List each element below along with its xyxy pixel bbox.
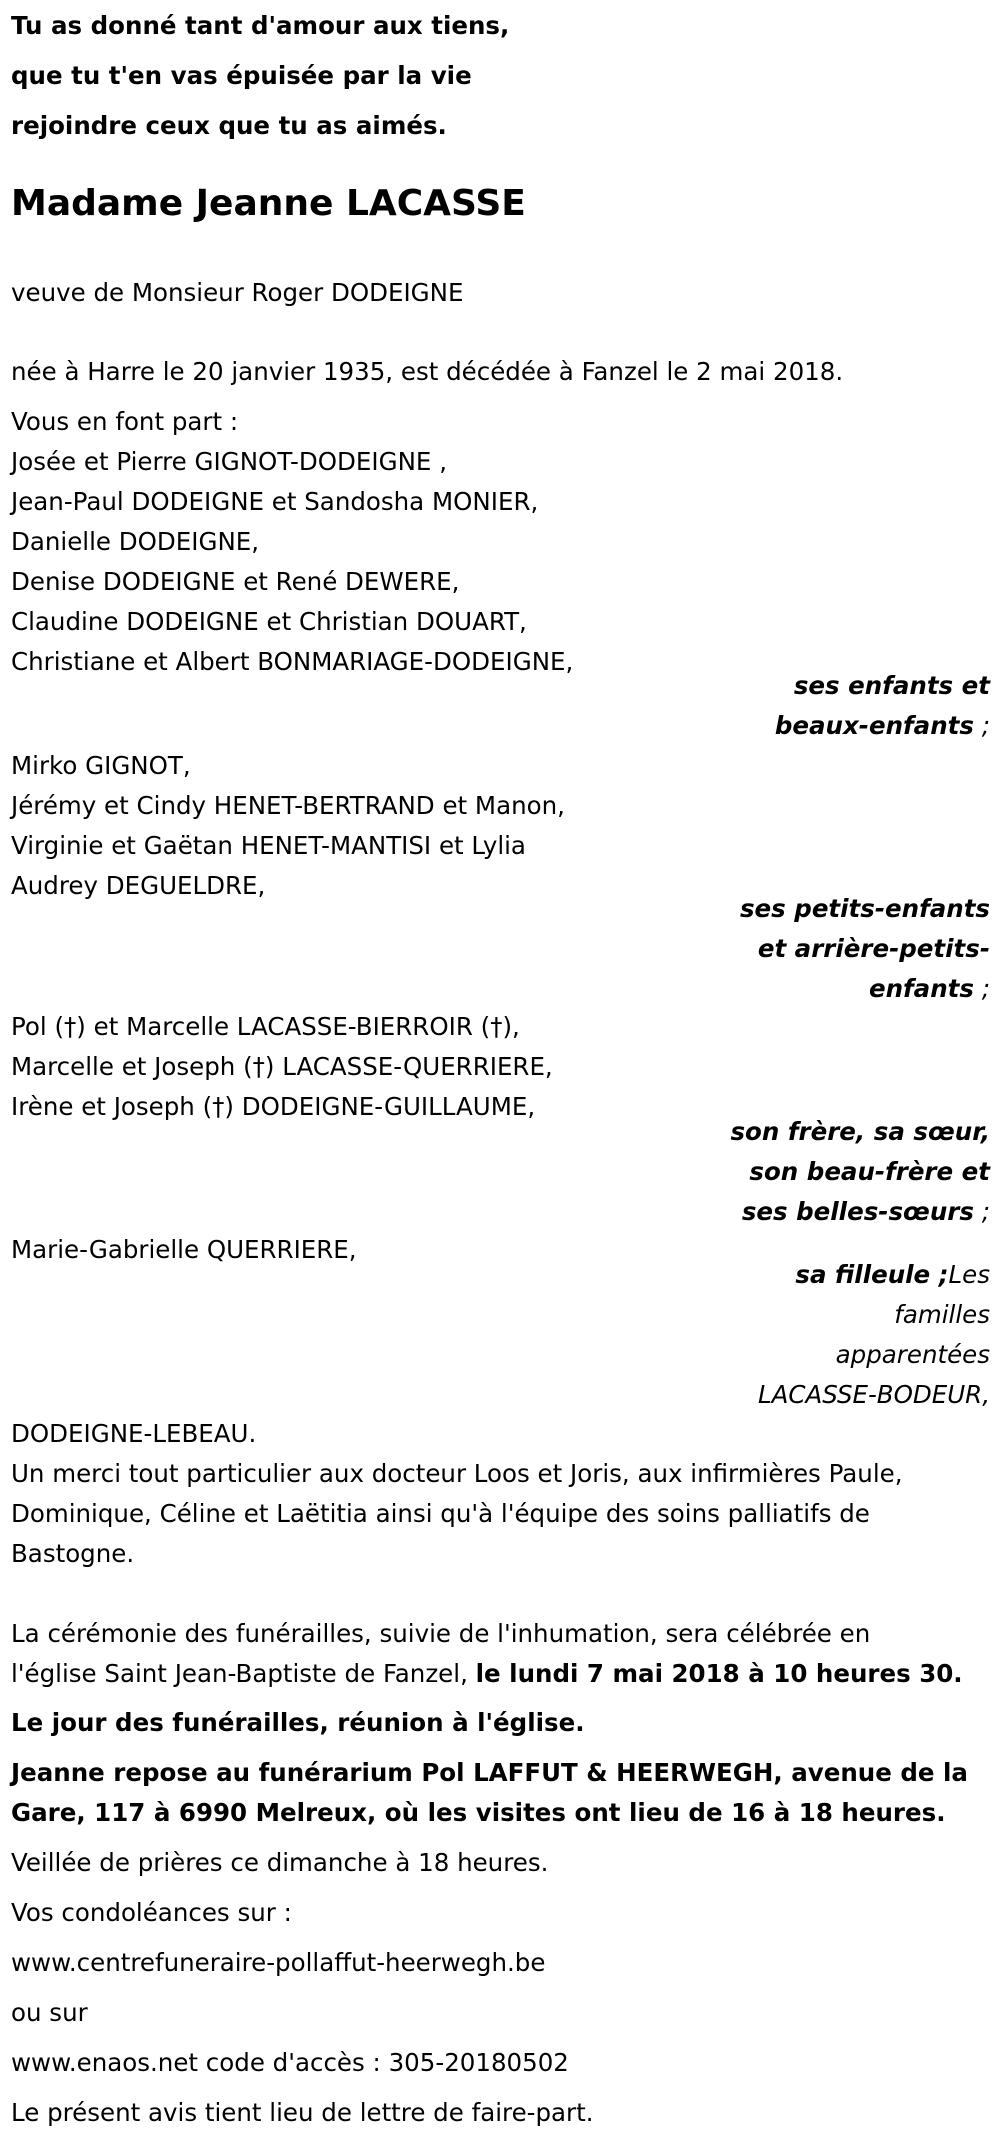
list-item: Claudine DODEIGNE et Christian DOUART, [11, 607, 527, 636]
role-line: et arrière-petits- [757, 934, 990, 963]
ceremony-line: La cérémonie des funérailles, suivie de l'inhumation, sera célébrée en [11, 1619, 871, 1648]
role-line: sa filleule ; [795, 1260, 949, 1289]
list-item: Audrey DEGUELDRE, [11, 871, 266, 900]
condolences-intro: Vos condoléances sur : [11, 1898, 292, 1927]
funerarium-line: Jeanne repose au funérarium Pol LAFFUT & HEERWEGH, avenue de la [11, 1758, 968, 1787]
list-item: Jean-Paul DODEIGNE et Sandosha MONIER, [11, 487, 539, 516]
thanks-line: Dominique, Céline et Laëtitia ainsi qu'à l'équipe des soins palliatifs de [11, 1499, 870, 1528]
list-item: Christiane et Albert BONMARIAGE-DODEIGNE, [11, 647, 574, 676]
role-punct: ; [973, 974, 990, 1003]
goddaughter-name: Marie-Gabrielle QUERRIERE, [11, 1235, 357, 1264]
list-item: Danielle DODEIGNE, [11, 527, 260, 556]
intro-text: Vous en font part : [11, 407, 239, 436]
list-item: Josée et Pierre GIGNOT-DODEIGNE , [11, 447, 447, 476]
thanks-line: Un merci tout particulier aux docteur Loos et Joris, aux infirmières Paule, [11, 1459, 903, 1488]
poem-line-2: que tu t'en vas épuisée par la vie [11, 61, 472, 90]
list-item: Irène et Joseph (†) DODEIGNE-GUILLAUME, [11, 1092, 536, 1121]
role-punct: ; [973, 711, 990, 740]
families-line: Les [948, 1260, 990, 1289]
birth-death: née à Harre le 20 janvier 1935, est décédée à Fanzel le 2 mai 2018. [11, 357, 844, 386]
poem-line-1: Tu as donné tant d'amour aux tiens, [11, 11, 510, 40]
role-line: enfants [868, 974, 974, 1003]
vigil-info: Veillée de prières ce dimanche à 18 heures. [11, 1848, 549, 1877]
widow-of: veuve de Monsieur Roger DODEIGNE [11, 278, 464, 307]
families-line: LACASSE-BODEUR, [757, 1380, 990, 1409]
ceremony-place: l'église Saint Jean-Baptiste de Fanzel, [11, 1659, 476, 1688]
families-line: apparentées [835, 1340, 990, 1369]
thanks-line: Bastogne. [11, 1539, 135, 1568]
or-on: ou sur [11, 1998, 88, 2027]
ceremony-line [11, 1654, 991, 1694]
role-line: ses petits-enfants [739, 894, 990, 923]
list-item: Virginie et Gaëtan HENET-MANTISI et Lylia [11, 831, 526, 860]
list-item: Marcelle et Joseph (†) LACASSE-QUERRIERE, [11, 1052, 553, 1081]
poem-line-3: rejoindre ceux que tu as aimés. [11, 111, 447, 140]
goddaughter-role [690, 1255, 990, 1415]
meeting-info: Le jour des funérailles, réunion à l'église. [11, 1708, 585, 1737]
role-line: beaux-enfants [774, 711, 974, 740]
condolences-url-2[interactable]: www.enaos.net code d'accès : 305-20180502 [11, 2048, 569, 2077]
role-line: ses belles-sœurs [741, 1197, 974, 1226]
list-item: Pol (†) et Marcelle LACASSE-BIERROIR (†), [11, 1012, 520, 1041]
families-line: familles [894, 1300, 990, 1329]
list-item: Jérémy et Cindy HENET-BERTRAND et Manon, [11, 791, 565, 820]
children-role [690, 666, 990, 746]
role-punct: ; [973, 1197, 990, 1226]
closing-note: Le présent avis tient lieu de lettre de faire-part. [11, 2098, 594, 2127]
condolences-link-1[interactable]: www.centrefuneraire-pollaffut-heerwegh.be [11, 1948, 546, 1977]
condolences-url-1[interactable] [11, 1943, 991, 1983]
funerarium-line: Gare, 117 à 6990 Melreux, où les visites ont lieu de 16 à 18 heures. [11, 1798, 946, 1827]
grandchildren-role [690, 889, 990, 1009]
families-tail: DODEIGNE-LEBEAU. [11, 1419, 257, 1448]
role-line: son frère, sa sœur, [730, 1117, 990, 1146]
role-line: son beau-frère et [749, 1157, 990, 1186]
list-item: Denise DODEIGNE et René DEWERE, [11, 567, 460, 596]
deceased-name: Madame Jeanne LACASSE [11, 183, 526, 224]
list-item: Mirko GIGNOT, [11, 751, 191, 780]
role-line: ses enfants et [793, 671, 990, 700]
ceremony-datetime: le lundi 7 mai 2018 à 10 heures 30. [475, 1659, 963, 1688]
siblings-role [690, 1112, 990, 1232]
